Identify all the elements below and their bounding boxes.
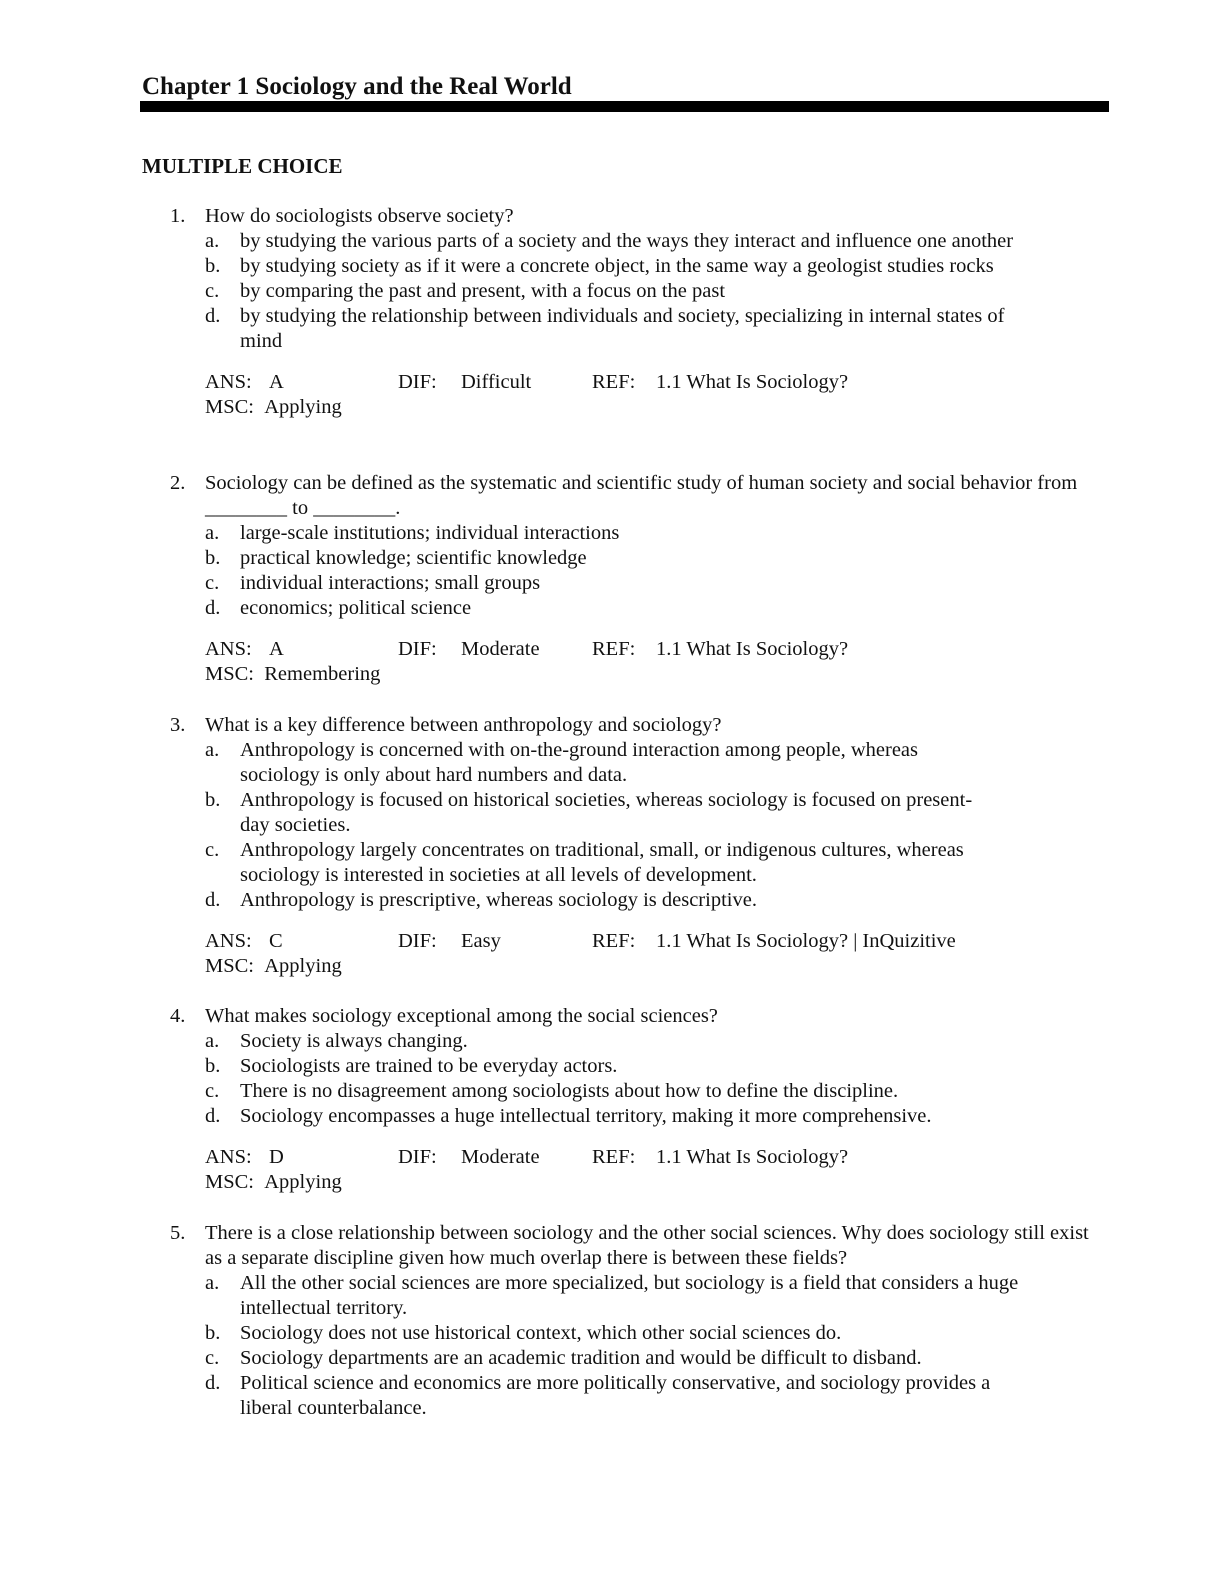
- answer-option: [0, 838, 1020, 888]
- question-stem: [0, 713, 1100, 738]
- ans-label: ANS:: [205, 371, 252, 393]
- dif-value: Moderate: [461, 1146, 540, 1168]
- answer-option: [0, 571, 1040, 596]
- question-number: 4.: [170, 1005, 186, 1027]
- question-stem: [0, 204, 1100, 229]
- answer-option: [0, 738, 980, 788]
- answer-option: [0, 1346, 1040, 1371]
- option-letter: d.: [205, 889, 221, 911]
- option-text: practical knowledge; scientific knowledge: [240, 547, 587, 569]
- option-letter: d.: [205, 305, 221, 327]
- msc-value: Applying: [264, 396, 342, 418]
- question-text: Sociology can be defined as the systematic and scientific study of human society and social behavior from ________ to ________.: [205, 472, 1078, 519]
- msc-row: [205, 1170, 342, 1195]
- answer-option: [0, 254, 1040, 279]
- dif-label: DIF:: [398, 371, 437, 393]
- option-letter: c.: [205, 1347, 220, 1369]
- section-heading: MULTIPLE CHOICE: [142, 154, 343, 178]
- msc-row: [205, 395, 342, 420]
- dif-label: DIF:: [398, 930, 437, 952]
- option-text: Anthropology is prescriptive, whereas sociology is descriptive.: [240, 889, 757, 911]
- answer-option: [0, 1104, 1060, 1129]
- dif-label: DIF:: [398, 638, 437, 660]
- option-text: There is no disagreement among sociologists about how to define the discipline.: [240, 1080, 899, 1102]
- option-text: economics; political science: [240, 597, 472, 619]
- question-4: [0, 1004, 1224, 1195]
- option-letter: c.: [205, 1080, 220, 1102]
- option-letter: a.: [205, 1030, 220, 1052]
- dif-value: Easy: [461, 930, 501, 952]
- option-text: by studying the relationship between individuals and society, specializing in internal states of mind: [240, 305, 1005, 352]
- option-text: Political science and economics are more politically conservative, and sociology provides a liberal counterbalance.: [240, 1372, 991, 1419]
- ans-label: ANS:: [205, 930, 252, 952]
- question-5: [0, 1221, 1224, 1421]
- option-text: by comparing the past and present, with a focus on the past: [240, 280, 726, 302]
- question-stem: [0, 471, 1100, 521]
- answer-option: [0, 1321, 1040, 1346]
- question-number: 2.: [170, 472, 186, 494]
- question-2: [0, 471, 1224, 687]
- question-text: What is a key difference between anthropology and sociology?: [205, 714, 722, 736]
- option-text: Sociology encompasses a huge intellectual territory, making it more comprehensive.: [240, 1105, 932, 1127]
- answer-option: [0, 788, 980, 838]
- ans-label: ANS:: [205, 638, 252, 660]
- msc-row: [205, 662, 380, 687]
- option-letter: d.: [205, 597, 221, 619]
- ref-label: REF:: [592, 1146, 636, 1168]
- option-text: Anthropology is concerned with on-the-ground interaction among people, whereas sociology is only about hard numbers and data.: [240, 739, 919, 786]
- answer-option: [0, 1271, 1040, 1321]
- msc-value: Remembering: [264, 663, 381, 685]
- answer-option: [0, 279, 1040, 304]
- question-number: 1.: [170, 205, 186, 227]
- option-text: by studying the various parts of a society and the ways they interact and influence one another: [240, 230, 1014, 252]
- ans-label: ANS:: [205, 1146, 252, 1168]
- option-text: by studying society as if it were a concrete object, in the same way a geologist studies rocks: [240, 255, 994, 277]
- ref-value: 1.1 What Is Sociology?: [656, 371, 849, 393]
- question-number: 5.: [170, 1222, 186, 1244]
- option-letter: b.: [205, 255, 221, 277]
- option-letter: d.: [205, 1105, 221, 1127]
- question-text: There is a close relationship between sociology and the other social sciences. Why does sociology still exist as a separate discipline given how much overlap there is between these fields?: [205, 1222, 1089, 1269]
- question-stem: [0, 1004, 1100, 1029]
- option-letter: b.: [205, 789, 221, 811]
- answer-metadata: [0, 637, 1224, 687]
- msc-value: Applying: [264, 1171, 342, 1193]
- answer-option: [0, 1079, 1060, 1104]
- option-text: Society is always changing.: [240, 1030, 468, 1052]
- option-text: large-scale institutions; individual interactions: [240, 522, 620, 544]
- question-number: 3.: [170, 714, 186, 736]
- answer-option: [0, 546, 1040, 571]
- ref-label: REF:: [592, 638, 636, 660]
- ref-value: 1.1 What Is Sociology?: [656, 1146, 849, 1168]
- title-rule: [140, 101, 1109, 112]
- question-text: How do sociologists observe society?: [205, 205, 514, 227]
- question-3: [0, 713, 1224, 979]
- answer-option: [0, 1371, 1040, 1421]
- option-text: individual interactions; small groups: [240, 572, 541, 594]
- option-letter: a.: [205, 1272, 220, 1294]
- option-letter: b.: [205, 1322, 221, 1344]
- question-stem: [0, 1221, 1100, 1271]
- option-text: Sociology does not use historical context, which other social sciences do.: [240, 1322, 842, 1344]
- chapter-title: Chapter 1 Sociology and the Real World: [142, 73, 572, 100]
- answer-metadata: [0, 370, 1224, 420]
- answer-metadata: [0, 1145, 1224, 1195]
- option-text: Sociologists are trained to be everyday actors.: [240, 1055, 618, 1077]
- question-1: [0, 204, 1224, 420]
- ans-value: A: [269, 371, 284, 393]
- ref-label: REF:: [592, 930, 636, 952]
- option-text: Sociology departments are an academic tradition and would be difficult to disband.: [240, 1347, 922, 1369]
- msc-label: MSC:: [205, 955, 254, 977]
- msc-row: [205, 954, 342, 979]
- answer-option: [0, 521, 1040, 546]
- answer-option: [0, 596, 1040, 621]
- option-text: Anthropology largely concentrates on traditional, small, or indigenous cultures, whereas sociology is interested in societies at all levels of development.: [240, 839, 964, 886]
- ans-value: D: [269, 1146, 284, 1168]
- option-letter: b.: [205, 547, 221, 569]
- answer-option: [0, 1029, 1060, 1054]
- answer-metadata: [0, 929, 1224, 979]
- ref-value: 1.1 What Is Sociology?: [656, 638, 849, 660]
- msc-label: MSC:: [205, 663, 254, 685]
- option-letter: c.: [205, 572, 220, 594]
- msc-value: Applying: [264, 955, 342, 977]
- dif-value: Moderate: [461, 638, 540, 660]
- dif-value: Difficult: [461, 371, 532, 393]
- question-text: What makes sociology exceptional among the social sciences?: [205, 1005, 718, 1027]
- option-letter: b.: [205, 1055, 221, 1077]
- option-letter: a.: [205, 739, 220, 761]
- answer-option: [0, 229, 1040, 254]
- option-text: All the other social sciences are more specialized, but sociology is a field that considers a huge intellectual territory.: [240, 1272, 1019, 1319]
- option-letter: a.: [205, 230, 220, 252]
- msc-label: MSC:: [205, 1171, 254, 1193]
- option-letter: c.: [205, 280, 220, 302]
- ref-value: 1.1 What Is Sociology? | InQuizitive: [656, 930, 956, 952]
- option-letter: a.: [205, 522, 220, 544]
- dif-label: DIF:: [398, 1146, 437, 1168]
- ref-label: REF:: [592, 371, 636, 393]
- option-text: Anthropology is focused on historical societies, whereas sociology is focused on present-day societies.: [240, 789, 973, 836]
- ans-value: C: [269, 930, 283, 952]
- ans-value: A: [269, 638, 284, 660]
- answer-option: [0, 1054, 1060, 1079]
- answer-option: [0, 304, 1040, 354]
- option-letter: d.: [205, 1372, 221, 1394]
- option-letter: c.: [205, 839, 220, 861]
- msc-label: MSC:: [205, 396, 254, 418]
- answer-option: [0, 888, 1020, 913]
